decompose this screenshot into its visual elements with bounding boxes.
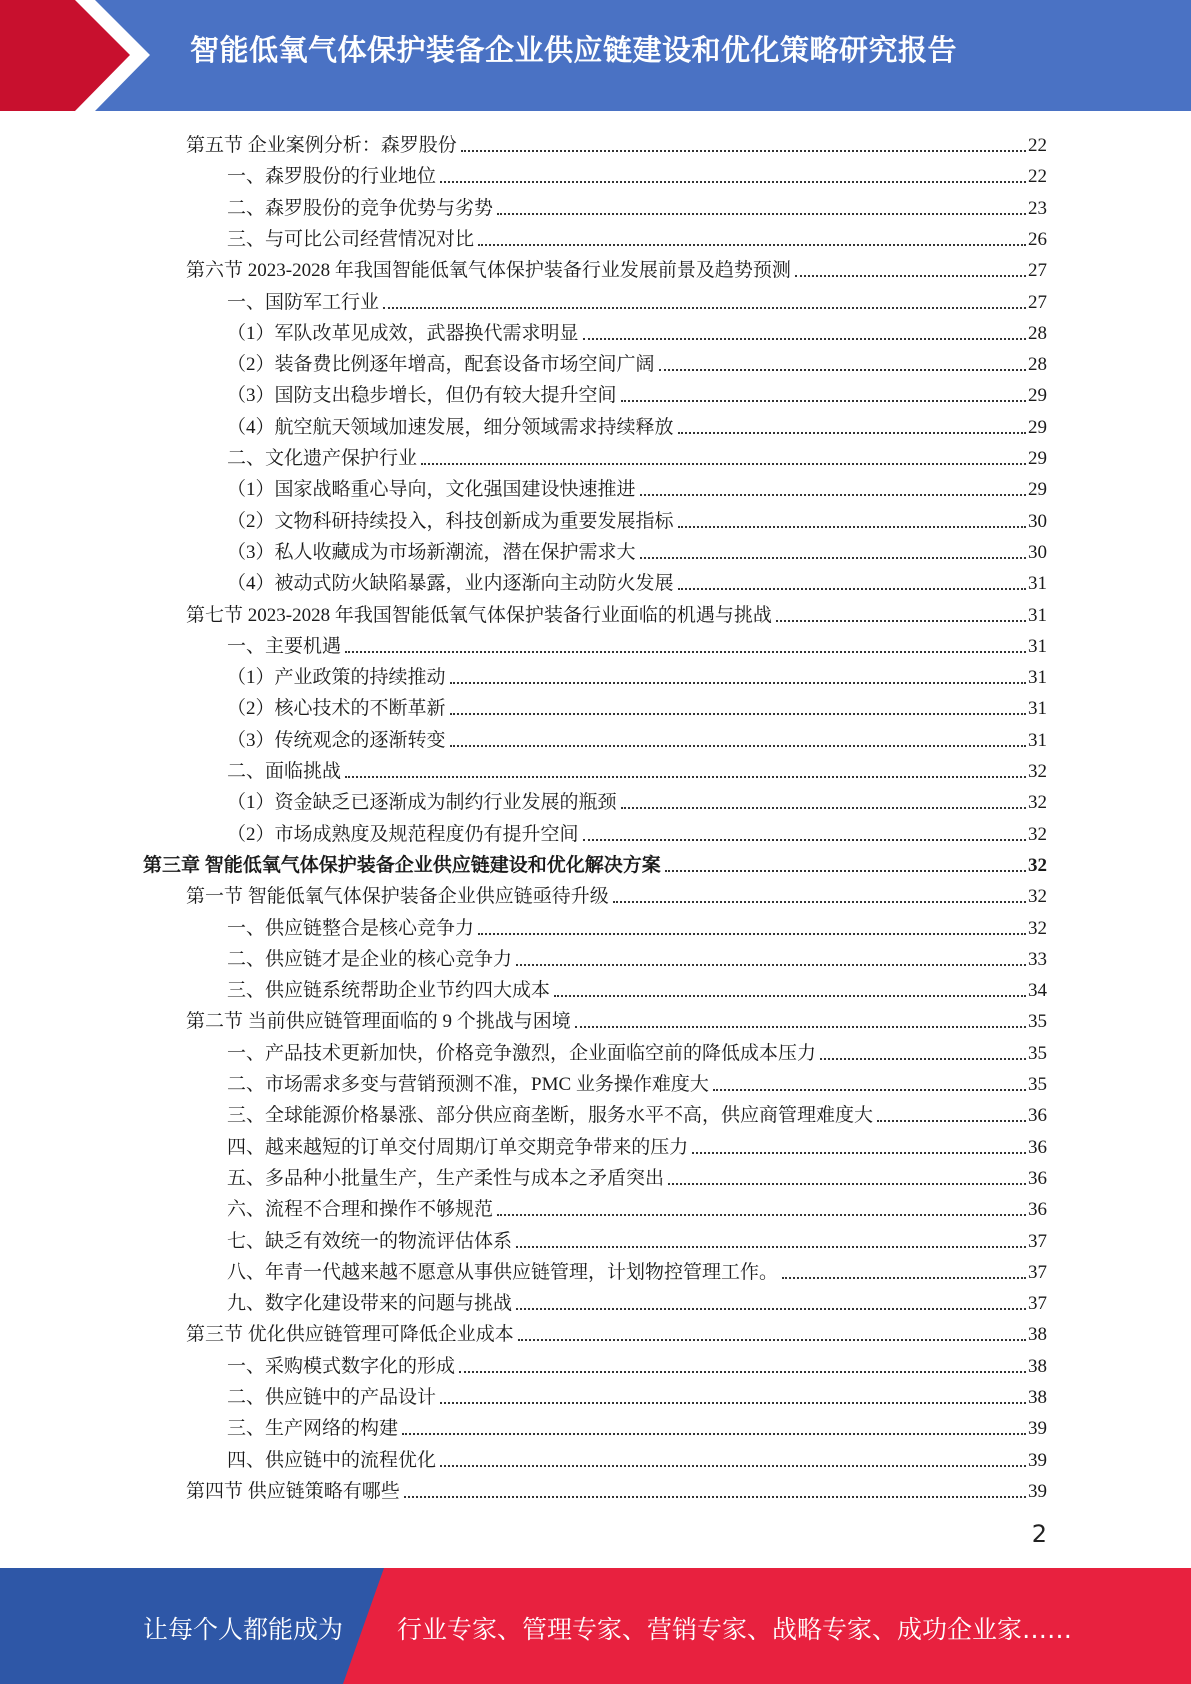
toc-entry-label: 一、供应链整合是核心竞争力 bbox=[227, 917, 475, 939]
toc-dot-leader bbox=[583, 338, 1026, 340]
toc-entry-label: 第七节 2023-2028 年我国智能低氧气体保护装备行业面临的机遇与挑战 bbox=[186, 604, 772, 626]
toc-entry[interactable] bbox=[186, 596, 1047, 627]
toc-entry-page: 27 bbox=[1028, 291, 1047, 313]
toc-entry-page: 32 bbox=[1028, 854, 1047, 876]
toc-entry-page: 32 bbox=[1028, 792, 1047, 814]
toc-dot-leader bbox=[640, 557, 1026, 559]
toc-entry-page: 35 bbox=[1028, 1042, 1047, 1064]
toc-dot-leader bbox=[795, 275, 1026, 277]
toc-entry-page: 22 bbox=[1028, 135, 1047, 156]
toc-entry[interactable] bbox=[227, 564, 1047, 595]
toc-entry[interactable] bbox=[227, 1347, 1047, 1378]
toc-entry-label: （2）装备费比例逐年增高，配套设备市场空间广阔 bbox=[227, 354, 655, 376]
toc-entry-label: 第四节 供应链策略有哪些 bbox=[186, 1480, 400, 1502]
toc-entry-page: 38 bbox=[1028, 1387, 1047, 1408]
toc-entry[interactable] bbox=[186, 877, 1047, 908]
toc-entry[interactable] bbox=[227, 971, 1047, 1002]
toc-entry-label: 三、生产网络的构建 bbox=[227, 1418, 399, 1440]
footer-slogan-left: 让每个人都能成为 bbox=[143, 1615, 344, 1644]
toc-entry[interactable] bbox=[227, 1409, 1047, 1440]
toc-dot-leader bbox=[478, 933, 1026, 935]
toc-dot-leader bbox=[459, 1371, 1026, 1373]
toc-entry[interactable] bbox=[227, 345, 1047, 376]
toc-entry[interactable] bbox=[227, 815, 1047, 846]
toc-dot-leader bbox=[450, 682, 1026, 684]
toc-entry[interactable] bbox=[186, 126, 1047, 157]
toc-entry-label: 四、供应链中的流程优化 bbox=[227, 1449, 437, 1471]
toc-entry-page: 37 bbox=[1028, 1261, 1047, 1283]
toc-entry-label: （3）传统观念的逐渐转变 bbox=[227, 729, 446, 751]
toc-dot-leader bbox=[440, 181, 1026, 183]
toc-entry-label: 四、越来越短的订单交付周期/订单交期竞争带来的压力 bbox=[227, 1136, 689, 1158]
toc-entry[interactable] bbox=[227, 1159, 1047, 1190]
toc-entry-page: 31 bbox=[1028, 573, 1047, 595]
toc-entry[interactable] bbox=[227, 1441, 1047, 1472]
toc-dot-leader bbox=[621, 400, 1026, 402]
toc-dot-leader bbox=[575, 1026, 1026, 1028]
toc-dot-leader bbox=[345, 776, 1026, 778]
toc-entry-label: 第三章 智能低氧气体保护装备企业供应链建设和优化解决方案 bbox=[143, 854, 661, 876]
toc-entry-label: 第三节 优化供应链管理可降低企业成本 bbox=[186, 1324, 514, 1346]
toc-entry-label: （1）国家战略重心导向，文化强国建设快速推进 bbox=[227, 479, 636, 501]
toc-dot-leader bbox=[820, 1058, 1026, 1060]
toc-entry-page: 29 bbox=[1028, 385, 1047, 407]
toc-entry-page: 33 bbox=[1028, 948, 1047, 970]
toc-entry[interactable] bbox=[227, 157, 1047, 188]
toc-entry-page: 37 bbox=[1028, 1230, 1047, 1252]
toc-entry[interactable] bbox=[227, 1034, 1047, 1065]
toc-entry[interactable] bbox=[227, 909, 1047, 940]
toc-entry[interactable] bbox=[227, 439, 1047, 470]
toc-dot-leader bbox=[782, 1277, 1026, 1279]
toc-dot-leader bbox=[668, 1183, 1026, 1185]
toc-entry-page: 31 bbox=[1028, 667, 1047, 689]
toc-entry-label: （2）核心技术的不断革新 bbox=[227, 698, 446, 720]
header-arrow-decoration bbox=[0, 0, 150, 111]
toc-dot-leader bbox=[713, 1089, 1026, 1091]
toc-dot-leader bbox=[665, 870, 1026, 872]
toc-dot-leader bbox=[692, 1152, 1026, 1154]
toc-entry-page: 31 bbox=[1028, 635, 1047, 657]
toc-entry-label: 七、缺乏有效统一的物流评估体系 bbox=[227, 1230, 513, 1252]
toc-entry-page: 29 bbox=[1028, 448, 1047, 469]
toc-entry-page: 32 bbox=[1028, 823, 1047, 845]
toc-entry-page: 36 bbox=[1028, 1136, 1047, 1158]
toc-entry-label: 二、供应链中的产品设计 bbox=[227, 1387, 437, 1408]
toc-entry-page: 36 bbox=[1028, 1167, 1047, 1189]
toc-entry-label: （2）文物科研持续投入，科技创新成为重要发展指标 bbox=[227, 510, 674, 532]
toc-dot-leader bbox=[497, 1214, 1026, 1216]
toc-dot-leader bbox=[678, 526, 1026, 528]
toc-entry[interactable] bbox=[227, 658, 1047, 689]
toc-dot-leader bbox=[440, 1402, 1026, 1404]
toc-dot-leader bbox=[383, 307, 1026, 309]
toc-entry-label: 二、面临挑战 bbox=[227, 761, 342, 782]
toc-entry-label: （3）私人收藏成为市场新潮流，潜在保护需求大 bbox=[227, 541, 636, 563]
toc-entry[interactable] bbox=[227, 1253, 1047, 1284]
toc-entry[interactable] bbox=[227, 376, 1047, 407]
toc-entry[interactable] bbox=[186, 1002, 1047, 1033]
toc-entry-label: 二、市场需求多变与营销预测不准，PMC 业务操作难度大 bbox=[227, 1074, 709, 1095]
toc-entry-page: 29 bbox=[1028, 479, 1047, 501]
toc-entry[interactable] bbox=[227, 502, 1047, 533]
toc-entry-label: 二、森罗股份的竞争优势与劣势 bbox=[227, 197, 494, 219]
toc-dot-leader bbox=[583, 839, 1026, 841]
toc-entry-page: 34 bbox=[1028, 980, 1047, 1002]
toc-entry[interactable] bbox=[227, 189, 1047, 220]
toc-entry[interactable] bbox=[227, 627, 1047, 658]
toc-entry[interactable] bbox=[227, 1284, 1047, 1315]
toc-dot-leader bbox=[497, 213, 1026, 215]
toc-dot-leader bbox=[440, 1465, 1026, 1467]
toc-entry-page: 31 bbox=[1028, 698, 1047, 720]
toc-entry-page: 22 bbox=[1028, 166, 1047, 188]
toc-entry-page: 38 bbox=[1028, 1355, 1047, 1377]
toc-dot-leader bbox=[776, 620, 1026, 622]
toc-entry-page: 36 bbox=[1028, 1105, 1047, 1127]
toc-entry-label: 八、年青一代越来越不愿意从事供应链管理，计划物控管理工作。 bbox=[227, 1261, 779, 1283]
toc-dot-leader bbox=[640, 494, 1026, 496]
toc-entry[interactable] bbox=[186, 1315, 1047, 1346]
toc-entry-label: （2）市场成熟度及规范程度仍有提升空间 bbox=[227, 823, 579, 845]
toc-dot-leader bbox=[613, 901, 1026, 903]
toc-entry-label: 三、全球能源价格暴涨、部分供应商垄断，服务水平不高，供应商管理难度大 bbox=[227, 1105, 874, 1127]
toc-dot-leader bbox=[877, 1120, 1026, 1122]
toc-entry-label: 五、多品种小批量生产，生产柔性与成本之矛盾突出 bbox=[227, 1167, 665, 1189]
toc-entry[interactable] bbox=[227, 1378, 1047, 1409]
toc-entry-label: 二、供应链才是企业的核心竞争力 bbox=[227, 948, 513, 970]
toc-entry-page: 30 bbox=[1028, 510, 1047, 532]
toc-dot-leader bbox=[421, 463, 1026, 465]
toc-entry-page: 32 bbox=[1028, 886, 1047, 908]
toc-entry-page: 32 bbox=[1028, 761, 1047, 782]
toc-dot-leader bbox=[461, 150, 1026, 152]
toc-dot-leader bbox=[404, 1496, 1026, 1498]
toc-entry-page: 36 bbox=[1028, 1199, 1047, 1221]
toc-entry[interactable] bbox=[227, 470, 1047, 501]
toc-entry[interactable] bbox=[227, 533, 1047, 564]
toc-dot-leader bbox=[450, 713, 1026, 715]
toc-entry-label: 二、文化遗产保护行业 bbox=[227, 448, 418, 469]
toc-entry-page: 28 bbox=[1028, 322, 1047, 344]
toc-entry-page: 39 bbox=[1028, 1480, 1047, 1502]
toc-dot-leader bbox=[659, 369, 1026, 371]
toc-entry-label: 第二节 当前供应链管理面临的 9 个挑战与困境 bbox=[186, 1011, 571, 1033]
toc-entry[interactable] bbox=[227, 1128, 1047, 1159]
toc-entry-label: 第六节 2023-2028 年我国智能低氧气体保护装备行业发展前景及趋势预测 bbox=[186, 260, 791, 282]
toc-entry-page: 32 bbox=[1028, 917, 1047, 939]
toc-entry-label: 三、供应链系统帮助企业节约四大成本 bbox=[227, 980, 551, 1002]
toc-entry[interactable] bbox=[227, 283, 1047, 314]
toc-entry-label: 三、与可比公司经营情况对比 bbox=[227, 228, 475, 250]
toc-dot-leader bbox=[345, 651, 1026, 653]
toc-entry-label: （1）资金缺乏已逐渐成为制约行业发展的瓶颈 bbox=[227, 792, 617, 814]
page-number: 2 bbox=[1031, 1520, 1047, 1548]
toc-entry-page: 37 bbox=[1028, 1293, 1047, 1315]
toc-entry-label: 一、产品技术更新加快，价格竞争激烈，企业面临空前的降低成本压力 bbox=[227, 1042, 817, 1064]
toc-entry-page: 35 bbox=[1028, 1074, 1047, 1095]
toc-entry-page: 26 bbox=[1028, 228, 1047, 250]
toc-dot-leader bbox=[450, 745, 1026, 747]
toc-entry-label: 一、国防军工行业 bbox=[227, 291, 380, 313]
page-footer bbox=[0, 1568, 1191, 1684]
toc-entry[interactable] bbox=[186, 251, 1047, 282]
toc-dot-leader bbox=[678, 588, 1026, 590]
toc-dot-leader bbox=[516, 964, 1026, 966]
toc-entry-label: （4）航空航天领域加速发展，细分领域需求持续释放 bbox=[227, 416, 674, 438]
toc-dot-leader bbox=[621, 807, 1026, 809]
toc-entry-page: 31 bbox=[1028, 729, 1047, 751]
toc-entry-page: 38 bbox=[1028, 1324, 1047, 1346]
toc-entry[interactable] bbox=[227, 1065, 1047, 1096]
page-header bbox=[0, 0, 1191, 111]
toc-entry[interactable] bbox=[227, 314, 1047, 345]
toc-dot-leader bbox=[478, 244, 1026, 246]
toc-entry-label: （1）军队改革见成效，武器换代需求明显 bbox=[227, 322, 579, 344]
toc-dot-leader bbox=[518, 1339, 1026, 1341]
toc-entry-label: 第一节 智能低氧气体保护装备企业供应链亟待升级 bbox=[186, 886, 609, 908]
toc-dot-leader bbox=[402, 1433, 1026, 1435]
toc-entry[interactable] bbox=[227, 1190, 1047, 1221]
toc-entry-page: 35 bbox=[1028, 1011, 1047, 1033]
toc-entry[interactable] bbox=[227, 752, 1047, 783]
toc-entry[interactable] bbox=[227, 940, 1047, 971]
toc-entry[interactable] bbox=[227, 689, 1047, 720]
toc-entry-page: 29 bbox=[1028, 416, 1047, 438]
toc-entry[interactable] bbox=[227, 408, 1047, 439]
toc-entry[interactable] bbox=[143, 846, 1047, 877]
toc-dot-leader bbox=[554, 995, 1026, 997]
toc-entry-page: 28 bbox=[1028, 354, 1047, 376]
toc-dot-leader bbox=[516, 1246, 1026, 1248]
toc-entry-label: 第五节 企业案例分析：森罗股份 bbox=[186, 135, 457, 156]
toc-dot-leader bbox=[678, 432, 1026, 434]
toc-entry-page: 23 bbox=[1028, 197, 1047, 219]
toc-dot-leader bbox=[516, 1308, 1026, 1310]
toc-entry-page: 39 bbox=[1028, 1418, 1047, 1440]
toc-entry-label: 六、流程不合理和操作不够规范 bbox=[227, 1199, 494, 1221]
report-title: 智能低氧气体保护装备企业供应链建设和优化策略研究报告 bbox=[190, 33, 958, 67]
toc-entry-page: 39 bbox=[1028, 1449, 1047, 1471]
toc-entry-label: 一、森罗股份的行业地位 bbox=[227, 166, 437, 188]
footer-slogan-right: 行业专家、管理专家、营销专家、战略专家、成功企业家…… bbox=[397, 1615, 1073, 1644]
toc-entry[interactable] bbox=[227, 783, 1047, 814]
toc-entry-label: 一、主要机遇 bbox=[227, 635, 342, 657]
toc-entry-label: （3）国防支出稳步增长，但仍有较大提升空间 bbox=[227, 385, 617, 407]
toc-entry-label: 一、采购模式数字化的形成 bbox=[227, 1355, 456, 1377]
toc-entry[interactable] bbox=[186, 1472, 1047, 1503]
toc-entry-page: 27 bbox=[1028, 260, 1047, 282]
toc-entry[interactable] bbox=[227, 1096, 1047, 1127]
toc-entry[interactable] bbox=[227, 220, 1047, 251]
toc-entry-label: （1）产业政策的持续推动 bbox=[227, 667, 446, 689]
toc-entry-label: （4）被动式防火缺陷暴露，业内逐渐向主动防火发展 bbox=[227, 573, 674, 595]
toc-entry[interactable] bbox=[227, 1222, 1047, 1253]
toc-entry-page: 31 bbox=[1028, 604, 1047, 626]
toc-entry[interactable] bbox=[227, 721, 1047, 752]
toc-entry-label: 九、数字化建设带来的问题与挑战 bbox=[227, 1293, 513, 1315]
toc-entry-page: 30 bbox=[1028, 541, 1047, 563]
